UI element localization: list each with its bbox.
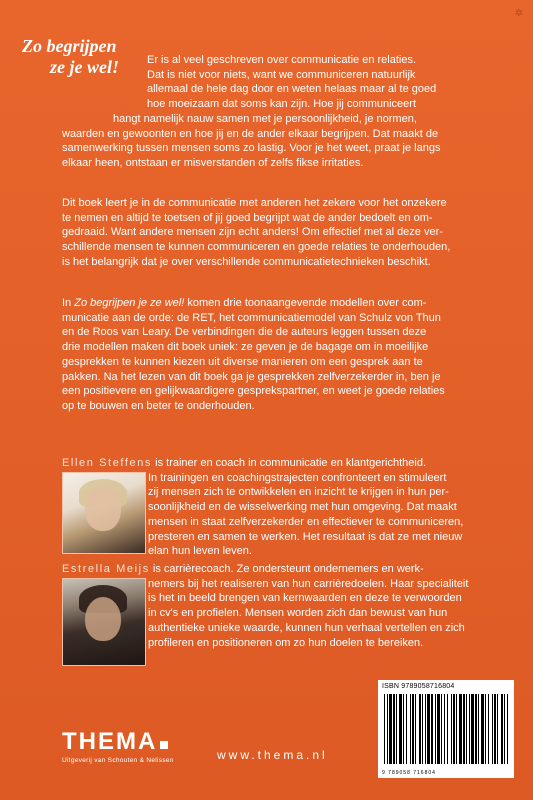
barcode-bar xyxy=(463,694,465,764)
barcode-bar xyxy=(456,694,457,764)
bio-line: zij mensen zich te ontwikkelen en inzicht te krijgen in hun per- xyxy=(148,486,449,499)
corner-mark-icon: ✲ xyxy=(514,8,523,19)
tagline-line-2: ze je wel! xyxy=(50,57,119,77)
barcode-bar xyxy=(396,694,397,764)
intro-line: samenwerking tussen mensen soms zo lastig. Voor je het weet, praat je langs xyxy=(62,142,441,155)
book-title-inline: Zo begrijpen je ze wel! xyxy=(74,297,185,309)
bio-line xyxy=(62,456,463,471)
intro-line: Dat is niet voor niets, want we communiceren natuurlijk xyxy=(147,68,416,81)
barcode-bar xyxy=(425,694,426,764)
barcode-bar xyxy=(497,694,498,764)
publisher-logo xyxy=(62,730,174,764)
barcode-bar xyxy=(437,694,440,764)
photo-face xyxy=(85,487,121,531)
barcode-bar xyxy=(469,694,470,764)
barcode-bar xyxy=(444,694,445,764)
intro-line: hangt namelijk nauw samen met je persoonlijkheid, je normen, xyxy=(113,112,417,125)
paragraph-line: op te bouwen en beter te onderhouden. xyxy=(62,399,255,412)
intro-line: allemaal de hele dag door en weten helaas maar al te goed xyxy=(147,83,437,96)
barcode-bar xyxy=(478,694,479,764)
paragraph-line: schillende mensen te kunnen communiceren en goede relaties te onderhouden, xyxy=(62,241,451,254)
logo-text: THEMA xyxy=(62,728,158,755)
bio-line: is het in beeld brengen van kernwaarden en deze te verwoorden xyxy=(148,592,462,605)
paragraph-line: is het belangrijk dat je over verschillende communicatietechnieken beschikt. xyxy=(62,255,431,268)
barcode-bar xyxy=(406,694,407,764)
author-name: Estrella Meijs xyxy=(62,563,150,575)
bio-line: in cv's en profielen. Mensen worden zich dan bewust van hun xyxy=(148,607,448,620)
barcode-bar xyxy=(507,694,508,764)
barcode-bar xyxy=(419,694,421,764)
barcode-bar xyxy=(422,694,423,764)
barcode-bar xyxy=(475,694,477,764)
paragraph-line: gedraaid. Want andere mensen zijn echt anders! Om effectief met al deze ver- xyxy=(62,226,443,239)
paragraph-line: Dit boek leert je in de communicatie met anderen het zekere voor het onzekere xyxy=(62,197,447,209)
barcode-bar xyxy=(504,694,505,764)
barcode-bar xyxy=(412,694,414,764)
bio-line: presteren en samen te werken. Het resultaat is dat ze met nieuw xyxy=(148,530,463,543)
paragraph-text: In xyxy=(62,297,75,309)
bio-line: mensen in staat zelfverzekerder en effectiever te communiceren, xyxy=(148,515,464,528)
tagline xyxy=(22,36,152,78)
paragraph-text: komen drie toonaangevende modellen over com- xyxy=(184,297,427,309)
logo-wordmark xyxy=(62,730,174,754)
barcode-bar xyxy=(453,694,455,764)
barcode-bar xyxy=(471,694,474,764)
tagline-line-1: Zo begrijpen xyxy=(22,36,117,56)
bio-line: In trainingen en coachingstrajecten confronteert en stimuleert xyxy=(148,471,447,484)
barcode-bar xyxy=(387,694,388,764)
intro-line: hoe moeizaam dat soms kan zijn. Hoe jij communiceert xyxy=(147,98,417,111)
bio-line: soonlijkheid en de wisselwerking met hun omgeving. Dat maakt xyxy=(148,501,457,514)
barcode-bar xyxy=(481,694,484,764)
intro-line: Er is al veel geschreven over communicatie en relaties. xyxy=(147,54,417,66)
bio-line xyxy=(62,562,468,577)
barcode-bar xyxy=(384,694,385,764)
photo-face xyxy=(85,597,121,641)
barcode-bar xyxy=(393,694,395,764)
paragraph-line: pakken. Na het lezen van dit boek ga je gesprekken zelfverzekerder in, ben je xyxy=(62,370,441,383)
bio-text: is carrièrecoach. Ze ondersteunt ondernemers en werk- xyxy=(149,563,424,575)
barcode-bars xyxy=(384,694,508,764)
isbn-digits: 9 789058 716804 xyxy=(382,770,436,776)
barcode-bar xyxy=(451,694,452,764)
barcode-bar xyxy=(485,694,486,764)
paragraph-line: municatie aan de orde: de RET, het communicatiemodel van Schulz von Thun xyxy=(62,311,441,324)
bio-line: nemers bij het realiseren van hun carrièredoelen. Haar specialiteit xyxy=(148,577,469,590)
author-name: Ellen Steffens xyxy=(62,457,153,469)
author-photo-estrella xyxy=(62,578,146,666)
barcode-bar xyxy=(403,694,404,764)
paragraph-three xyxy=(62,296,445,414)
barcode-bar xyxy=(415,694,416,764)
barcode-bar xyxy=(466,694,467,764)
logo-square-icon xyxy=(160,741,168,749)
barcode-bar xyxy=(441,694,442,764)
barcode-bar xyxy=(501,694,503,764)
author-photo-ellen xyxy=(62,472,146,554)
barcode-bar xyxy=(435,694,436,764)
barcode-bar xyxy=(492,694,493,764)
barcode-bar xyxy=(410,694,411,764)
bio-line: authentieke unieke waarde, kunnen hun verhaal vertellen en zich xyxy=(148,621,465,634)
barcode-bar xyxy=(427,694,430,764)
intro-line: elkaar heen, ontstaan er misverstanden of zelfs fikse irritaties. xyxy=(62,156,364,169)
website-url: www.thema.nl xyxy=(217,748,328,762)
bio-line: elan hun leven leven. xyxy=(148,545,252,558)
paragraph-line: drie modellen maken dit boek uniek: ze geven je de bagage om in moeilijke xyxy=(62,341,429,354)
isbn-label: ISBN 9789058716804 xyxy=(382,683,455,690)
barcode-bar xyxy=(488,694,489,764)
barcode-bar xyxy=(399,694,402,764)
intro-line: waarden en gewoonten en hoe jij en de ander elkaar begrijpen. Dat maakt de xyxy=(62,127,439,140)
paragraph-two xyxy=(62,196,450,270)
barcode-bar xyxy=(494,694,496,764)
paragraph-line: te nemen en altijd te toetsen of jij goed begrijpt wat de ander bedoelt en om- xyxy=(62,211,433,224)
barcode-bar xyxy=(389,694,392,764)
barcode-bar xyxy=(459,694,462,764)
bio-line: profileren en positioneren om zo hun doelen te bereiken. xyxy=(148,636,424,649)
paragraph-line: gesprekken te kunnen kiezen uit diverse manieren om een gesprek aan te xyxy=(62,355,423,368)
barcode xyxy=(378,680,514,778)
publisher-name: Uitgeverij van Schouten & Nelissen xyxy=(62,757,174,764)
barcode-bar xyxy=(447,694,448,764)
barcode-bar xyxy=(431,694,433,764)
paragraph-line: een positievere en gelijkwaardigere gesprekspartner, en weet je goede relaties xyxy=(62,385,445,398)
paragraph-line xyxy=(62,296,445,311)
paragraph-line: en de Roos van Leary. De verbindingen die de auteurs leggen tussen deze xyxy=(62,326,427,339)
bio-text: is trainer en coach in communicatie en klantgerichtheid. xyxy=(152,457,426,469)
